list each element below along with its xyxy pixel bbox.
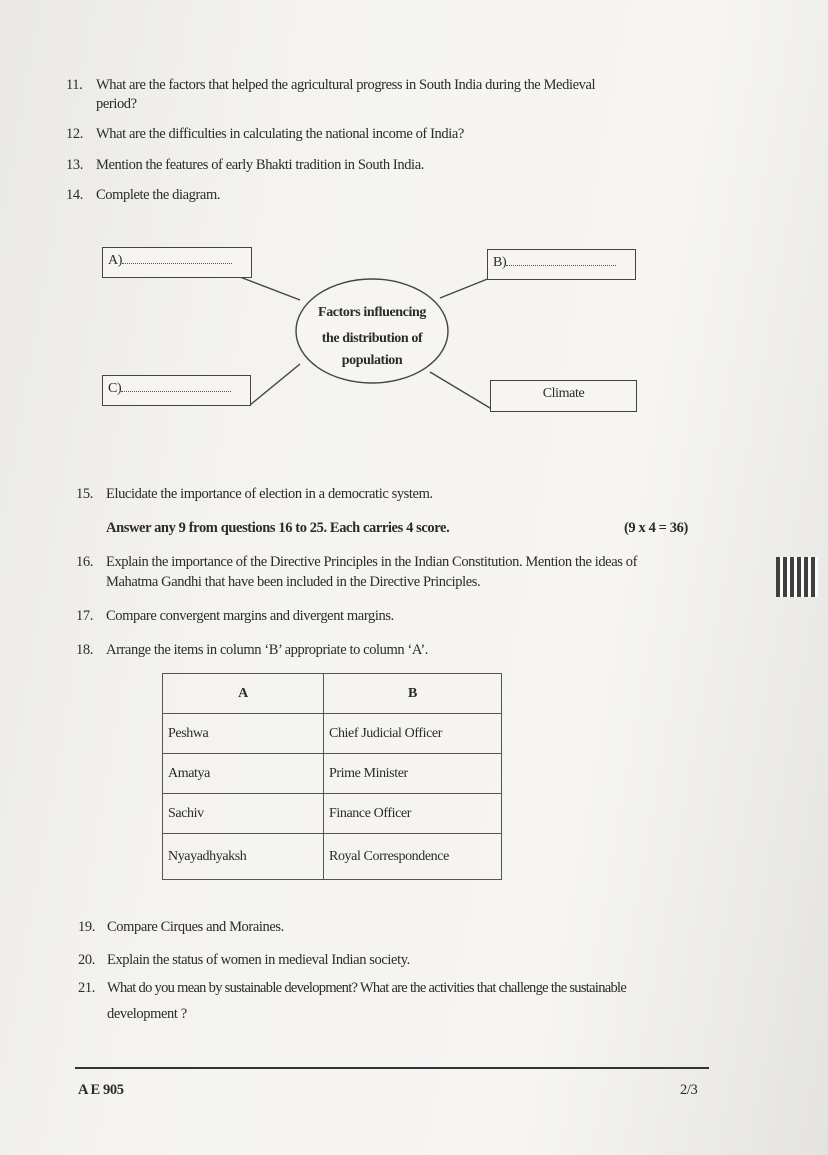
q14-number: 14. <box>66 187 83 203</box>
q19-text: Compare Cirques and Moraines. <box>107 919 284 935</box>
matching-table <box>162 673 502 880</box>
cell-a: Nyayadhyaksh <box>163 834 324 880</box>
cell-b: Chief Judicial Officer <box>324 714 502 754</box>
q20-text: Explain the status of women in medieval Indian society. <box>107 952 410 968</box>
q13-number: 13. <box>66 157 83 173</box>
q18-number: 18. <box>76 642 93 658</box>
table-row <box>163 794 502 834</box>
diagram-box-c <box>102 375 251 406</box>
answer-blank <box>121 379 231 392</box>
box-c-label: C) <box>108 381 122 396</box>
q17-text: Compare convergent margins and divergent margins. <box>106 608 394 624</box>
q20-number: 20. <box>78 952 95 968</box>
cell-a: Sachiv <box>163 794 324 834</box>
table-row <box>163 754 502 794</box>
q13-text: Mention the features of early Bhakti tradition in South India. <box>96 157 424 173</box>
center-line: Factors influencing <box>318 305 426 320</box>
paper-code: A E 905 <box>78 1082 124 1098</box>
q21-text: What do you mean by sustainable development? What are the activities that challenge the sustainable <box>107 980 627 996</box>
table-row <box>163 714 502 754</box>
cell-b: Royal Correspondence <box>324 834 502 880</box>
cell-a: Peshwa <box>163 714 324 754</box>
section-instruction: Answer any 9 from questions 16 to 25. Each carries 4 score. <box>106 520 450 536</box>
q11-text: What are the factors that helped the agricultural progress in South India during the Medieval <box>96 77 596 93</box>
diagram-box-a <box>102 247 252 278</box>
page-number: 2/3 <box>680 1082 698 1098</box>
q16-number: 16. <box>76 554 93 570</box>
cell-b: Finance Officer <box>324 794 502 834</box>
box-b-label: B) <box>493 255 507 270</box>
q16-text: Explain the importance of the Directive Principles in the Indian Constitution. Mention the ideas of <box>106 554 638 570</box>
header-b: B <box>324 674 502 714</box>
q15-number: 15. <box>76 486 93 502</box>
center-line: the distribution of <box>321 331 423 346</box>
q15-text: Elucidate the importance of election in a democratic system. <box>106 486 433 502</box>
box-a-label: A) <box>108 253 122 268</box>
qr-code <box>776 557 818 597</box>
table-header-row <box>163 674 502 714</box>
header-a: A <box>163 674 324 714</box>
q19-number: 19. <box>78 919 95 935</box>
diagram-center <box>296 300 448 370</box>
q16-text-cont: Mahatma Gandhi that have been included in the Directive Principles. <box>106 574 481 590</box>
table-row <box>163 834 502 880</box>
q12-text: What are the difficulties in calculating the national income of India? <box>96 126 464 142</box>
q18-text: Arrange the items in column ‘B’ appropriate to column ‘A’. <box>106 642 429 658</box>
cell-a: Amatya <box>163 754 324 794</box>
q14-text: Complete the diagram. <box>96 187 221 203</box>
q11-text-cont: period? <box>96 96 137 112</box>
answer-blank <box>506 253 616 266</box>
q11-number: 11. <box>66 77 83 93</box>
diagram-box-b <box>487 249 636 280</box>
section-score: (9 x 4 = 36) <box>624 520 688 536</box>
q21-number: 21. <box>78 980 95 996</box>
center-line: population <box>341 353 403 368</box>
q21-text-cont: development ? <box>107 1006 187 1022</box>
footer-rule <box>75 1067 709 1069</box>
diagram-box-climate: Climate <box>490 380 637 412</box>
q12-number: 12. <box>66 126 83 142</box>
cell-b: Prime Minister <box>324 754 502 794</box>
q17-number: 17. <box>76 608 93 624</box>
answer-blank <box>122 251 232 264</box>
